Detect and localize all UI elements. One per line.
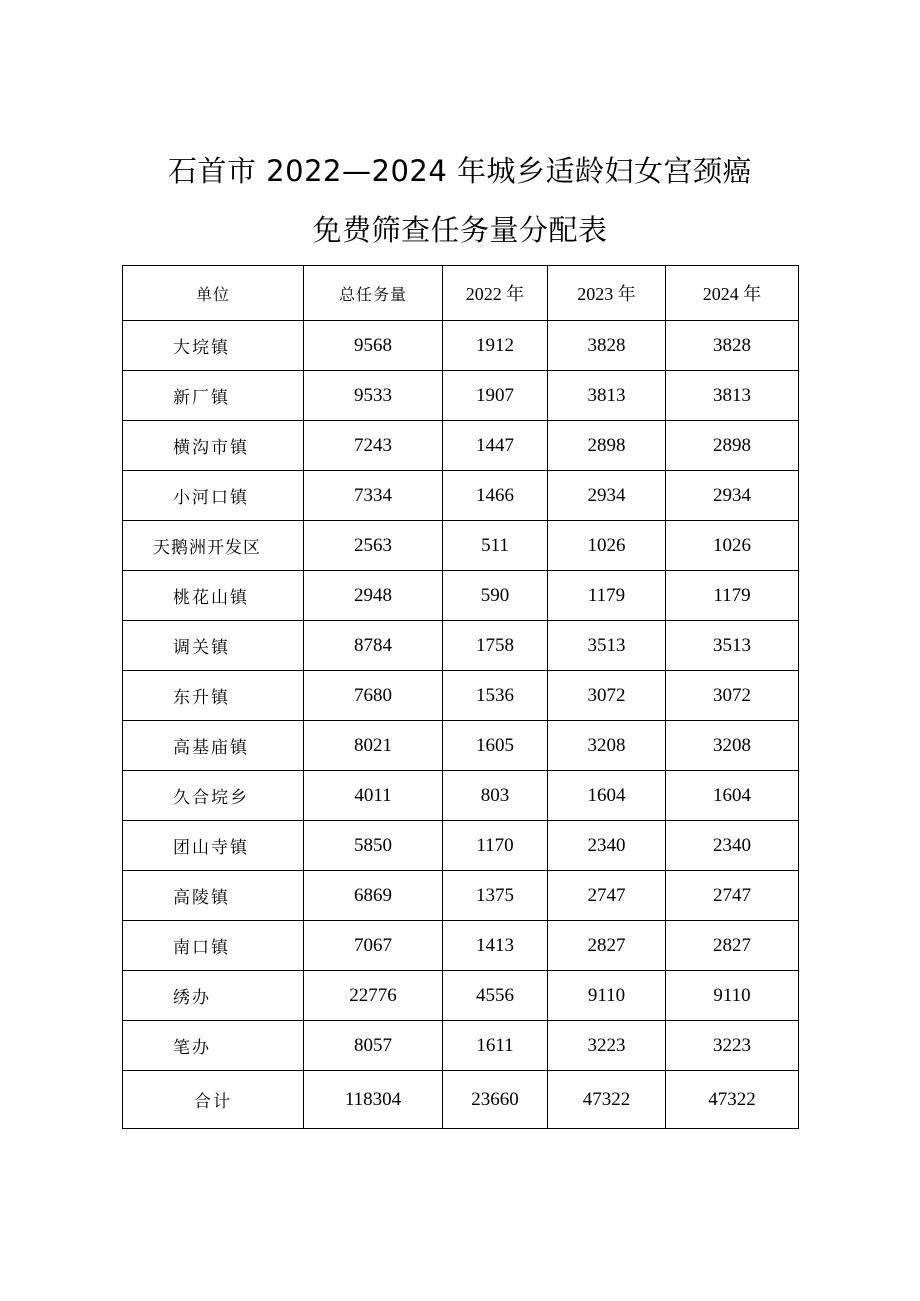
cell-unit: 团山寺镇 (123, 821, 304, 871)
cell-unit: 笔办 (123, 1021, 304, 1071)
cell-2022: 590 (443, 571, 548, 621)
table-header (123, 266, 799, 321)
header-unit: 单位 (123, 266, 304, 321)
document-title-line-1: 石首市 2022—2024 年城乡适龄妇女宫颈癌 (167, 154, 753, 188)
cell-2022: 1170 (443, 821, 548, 871)
cell-2022: 1907 (443, 371, 548, 421)
cell-2024: 3513 (666, 621, 799, 671)
cell-2024: 2827 (666, 921, 799, 971)
cell-unit: 大垸镇 (123, 321, 304, 371)
cell-2024: 3813 (666, 371, 799, 421)
table-footer (123, 1071, 799, 1129)
header-year-2022: 2022 年 (443, 266, 548, 321)
allocation-table (122, 265, 799, 1129)
cell-unit: 绣办 (123, 971, 304, 1021)
cell-2024: 1026 (666, 521, 799, 571)
table-row (123, 821, 799, 871)
cell-total: 8057 (304, 1021, 443, 1071)
header-total-tasks: 总任务量 (304, 266, 443, 321)
cell-2023: 1026 (548, 521, 666, 571)
table-row (123, 921, 799, 971)
cell-2023: 3223 (548, 1021, 666, 1071)
cell-total: 5850 (304, 821, 443, 871)
cell-2022: 1466 (443, 471, 548, 521)
cell-2024: 3072 (666, 671, 799, 721)
cell-2022: 1758 (443, 621, 548, 671)
cell-2022: 4556 (443, 971, 548, 1021)
cell-unit: 天鹅洲开发区 (123, 521, 304, 571)
cell-2023: 2827 (548, 921, 666, 971)
total-2023: 47322 (548, 1071, 666, 1129)
cell-total: 9533 (304, 371, 443, 421)
cell-unit: 东升镇 (123, 671, 304, 721)
table-row (123, 471, 799, 521)
table-row (123, 671, 799, 721)
cell-total: 7334 (304, 471, 443, 521)
cell-2022: 1447 (443, 421, 548, 471)
cell-2023: 3513 (548, 621, 666, 671)
cell-2024: 2340 (666, 821, 799, 871)
cell-2024: 2898 (666, 421, 799, 471)
cell-2022: 1611 (443, 1021, 548, 1071)
table-row (123, 871, 799, 921)
total-overall: 118304 (304, 1071, 443, 1129)
cell-unit: 横沟市镇 (123, 421, 304, 471)
table-row (123, 721, 799, 771)
table-row (123, 521, 799, 571)
cell-2022: 1912 (443, 321, 548, 371)
cell-2023: 3813 (548, 371, 666, 421)
cell-unit: 调关镇 (123, 621, 304, 671)
cell-2023: 9110 (548, 971, 666, 1021)
total-row (123, 1071, 799, 1129)
header-row (123, 266, 799, 321)
table-row (123, 421, 799, 471)
cell-total: 7243 (304, 421, 443, 471)
cell-unit: 小河口镇 (123, 471, 304, 521)
table-row (123, 321, 799, 371)
cell-unit: 新厂镇 (123, 371, 304, 421)
cell-2022: 1413 (443, 921, 548, 971)
cell-2023: 2934 (548, 471, 666, 521)
header-year-2023: 2023 年 (548, 266, 666, 321)
cell-2024: 3208 (666, 721, 799, 771)
cell-2022: 1536 (443, 671, 548, 721)
cell-unit: 高陵镇 (123, 871, 304, 921)
cell-total: 4011 (304, 771, 443, 821)
cell-total: 8784 (304, 621, 443, 671)
document-title-line-2: 免费筛查任务量分配表 (312, 213, 608, 247)
cell-total: 2948 (304, 571, 443, 621)
cell-2024: 3828 (666, 321, 799, 371)
header-year-2024: 2024 年 (666, 266, 799, 321)
cell-2023: 2898 (548, 421, 666, 471)
total-2024: 47322 (666, 1071, 799, 1129)
cell-2023: 3828 (548, 321, 666, 371)
cell-total: 7067 (304, 921, 443, 971)
cell-total: 2563 (304, 521, 443, 571)
cell-total: 6869 (304, 871, 443, 921)
cell-total: 22776 (304, 971, 443, 1021)
cell-total: 8021 (304, 721, 443, 771)
cell-2022: 511 (443, 521, 548, 571)
cell-unit: 桃花山镇 (123, 571, 304, 621)
table-row (123, 371, 799, 421)
cell-unit: 久合垸乡 (123, 771, 304, 821)
cell-2023: 2747 (548, 871, 666, 921)
cell-2024: 1179 (666, 571, 799, 621)
table-row (123, 621, 799, 671)
cell-2024: 2747 (666, 871, 799, 921)
cell-2022: 1375 (443, 871, 548, 921)
cell-unit: 南口镇 (123, 921, 304, 971)
total-2022: 23660 (443, 1071, 548, 1129)
cell-2024: 9110 (666, 971, 799, 1021)
cell-2023: 2340 (548, 821, 666, 871)
cell-2023: 1604 (548, 771, 666, 821)
cell-2022: 1605 (443, 721, 548, 771)
cell-2024: 2934 (666, 471, 799, 521)
cell-2022: 803 (443, 771, 548, 821)
cell-unit: 高基庙镇 (123, 721, 304, 771)
cell-2024: 1604 (666, 771, 799, 821)
table-row (123, 1021, 799, 1071)
cell-2024: 3223 (666, 1021, 799, 1071)
cell-total: 9568 (304, 321, 443, 371)
total-label: 合计 (123, 1071, 304, 1129)
table-row (123, 971, 799, 1021)
cell-2023: 3072 (548, 671, 666, 721)
cell-2023: 3208 (548, 721, 666, 771)
table-row (123, 571, 799, 621)
table-body (123, 321, 799, 1071)
table-row (123, 771, 799, 821)
cell-total: 7680 (304, 671, 443, 721)
cell-2023: 1179 (548, 571, 666, 621)
